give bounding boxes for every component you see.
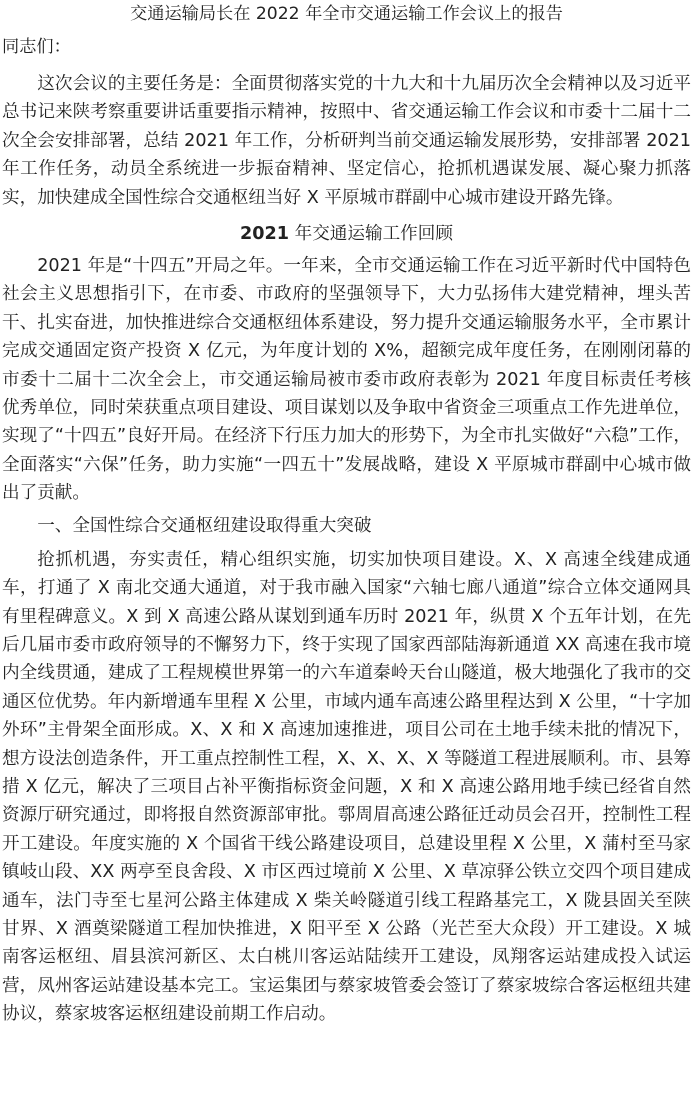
- section-heading-year: 2021: [240, 224, 290, 245]
- section1-paragraph: 抢抓机遇，夯实责任，精心组织实施，切实加快项目建设。X、X 高速全线建成通车，打通了 X 南北交通大通道，对于我市融入国家“六轴七廊八通道”综合立体交通网具有里程碑意义。X 到 X 高速公路从谋划到通车历时 2021 年，纵贯 X 个五年计划，在先后几届市委市政府领导的不懈努力下，终于实现了国家西部陆海新通道 XX 高速在我市境内全线贯通，建成了工程规模世界第一的六车道秦岭天台山隧道，极大地强化了我市的交通区位优势。年内新增通车里程 X 公里，市域内通车高速公路里程达到 X 公里，“十字加外环”主骨架全面形成。X、X 和 X 高速加速推进，项目公司在土地手续未批的情况下，想方设法创造条件，开工重点控制性工程，X、X、X、X 等隧道工程进展顺利。市、县筹措 X 亿元，解决了三项目占补平衡指标资金问题，X 和 X 高速公路用地手续已经省自然资源厅研究通过，即将报自然资源部审批。鄠周眉高速公路征迁动员会召开，控制性工程开工建设。年度实施的 X 个国省干线公路建设项目，总建设里程 X 公里，X 蒲村至马家镇岐山段、XX 两亭至良舍段、X 市区西过境前 X 公里、X 草凉驿公铁立交四个项目建成通车，法门寺至七星河公路主体建成 X 柴关岭隧道引线工程路基完工，X 陇县固关至陕甘界、X 酒奠梁隧道工程加快推进，X 阳平至 X 公路（光芒至大众段）开工建设。X 城南客运枢纽、眉县滨河新区、太白桃川客运站陆续开工建设，凤翔客运站建成投入试运营，凤州客运站建设基本完工。宝运集团与蔡家坡管委会签订了蔡家坡综合客运枢纽共建协议，蔡家坡客运枢纽建设前期工作启动。: [2, 549, 691, 1025]
- intro-paragraph: 这次会议的主要任务是：全面贯彻落实党的十九大和十九届历次全会精神以及习近平总书记来陕考察重要讲话重要指示精神，按照中、省交通运输工作会议和市委十二届十二次全会安排部署，总结 2021 年工作，分析研判当前交通运输发展形势，安排部署 2021 年工作任务，动员全系统进一步振奋精神、坚定信心，抢抓机遇谋发展、凝心聚力抓落实，加快建成全国性综合交通枢纽当好 X 平原城市群副中心城市建设开路先锋。: [2, 74, 691, 208]
- sub-heading-1: 一、全国性综合交通枢纽建设取得重大突破: [37, 515, 372, 536]
- review-paragraph: 2021 年是“十四五”开局之年。一年来，全市交通运输工作在习近平新时代中国特色社会主义思想指引下，在市委、市政府的坚强领导下，大力弘扬伟大建党精神，埋头苦干、扎实奋进，加快推进综合交通枢纽体系建设，努力提升交通运输服务水平，全市累计完成交通固定资产投资 X 亿元，为年度计划的 X%，超额完成年度任务，在刚刚闭幕的市委十二届十二次全会上，市交通运输局被市委市政府表彰为 2021 年度目标责任考核优秀单位，同时荣获重点项目建设、项目谋划以及争取中省资金三项重点工作先进单位，实现了“十四五”良好开局。在经济下行压力加大的形势下，为全市扎实做好“六稳”工作，全面落实“六保”任务，助力实施“一四五十”发展战略，建设 X 平原城市群副中心城市做出了贡献。: [2, 256, 691, 504]
- document-title: 交通运输局长在 2022 年全市交通运输工作会议上的报告: [130, 4, 563, 24]
- greeting: 同志们：: [2, 37, 71, 57]
- section-heading: [2, 220, 691, 248]
- section-heading-text: 年交通运输工作回顾: [289, 224, 453, 245]
